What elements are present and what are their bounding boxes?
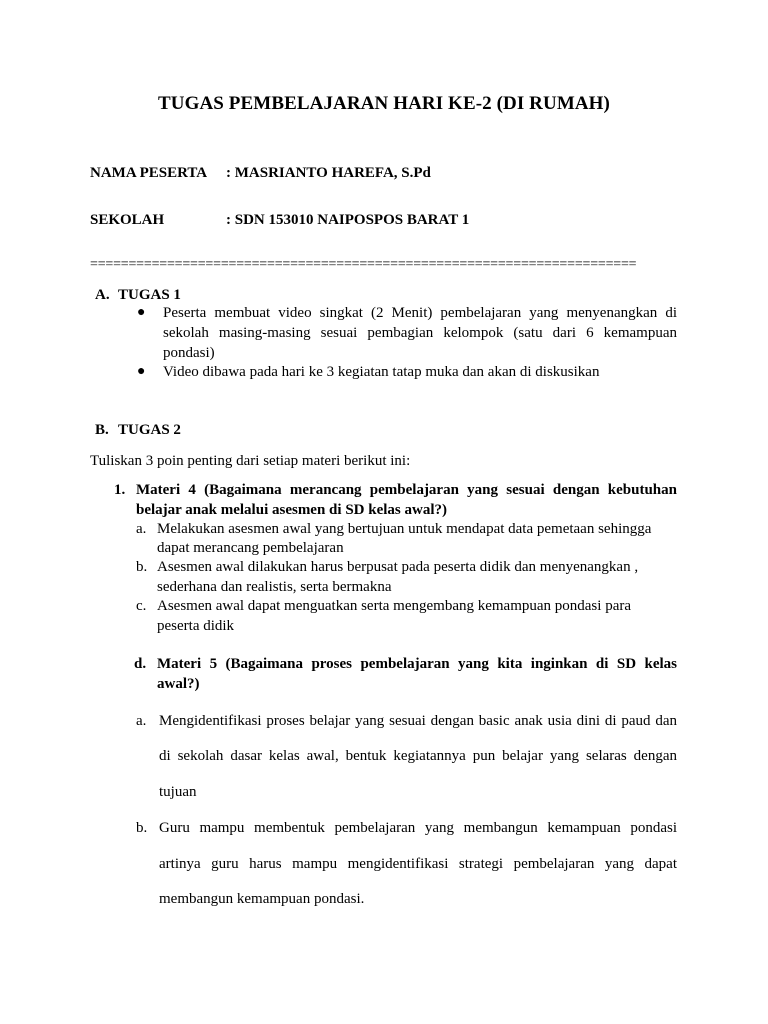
bullet-dot: ● <box>137 364 146 379</box>
tugas2-intro: Tuliskan 3 poin penting dari setiap materi berikut ini: <box>90 453 411 469</box>
sekolah-label: SEKOLAH <box>90 212 165 228</box>
materi4-item-b-line-2: sederhana dan realistis, serta bermakna <box>157 579 392 595</box>
tugas1-bullet-1-line-1: Peserta membuat video singkat (2 Menit) pembelajaran yang menyenangkan di <box>163 305 677 321</box>
materi5-marker: d. <box>134 656 147 672</box>
materi4-item-a-line-2: dapat merancang pembelajaran <box>157 540 344 556</box>
materi5-line-1: Materi 5 (Bagaimana proses pembelajaran yang kita inginkan di SD kelas <box>157 656 677 672</box>
materi5-item-b-line-3: membangun kemampuan pondasi. <box>159 891 365 907</box>
materi4-item-b-marker: b. <box>136 559 148 575</box>
tugas1-bullet-1-line-2: sekolah masing-masing sesuai pembagian kelompok (satu dari 6 kemampuan <box>163 325 677 341</box>
materi4-item-c-line-2: peserta didik <box>157 618 235 634</box>
separator-text: ======================================================================= <box>90 257 637 272</box>
materi4-item-b-line-1: Asesmen awal dilakukan harus berpusat pada peserta didik dan menyenangkan , <box>157 559 639 575</box>
materi5-item-a-line-2: di sekolah dasar kelas awal, bentuk kegiatannya pun belajar yang selaras dengan <box>159 748 677 764</box>
materi4-item-a-line-1: Melakukan asesmen awal yang bertujuan untuk mendapat data pemetaan sehingga <box>157 521 652 537</box>
nama-label: NAMA PESERTA <box>90 165 208 181</box>
document-title: TUGAS PEMBELAJARAN HARI KE-2 (DI RUMAH) <box>158 93 610 114</box>
tugas1-marker: A. <box>95 287 110 303</box>
materi5-item-a-line-3: tujuan <box>159 784 197 800</box>
materi4-line-1: Materi 4 (Bagaimana merancang pembelajaran yang sesuai dengan kebutuhan <box>136 482 677 498</box>
tugas1-bullet-1-line-3: pondasi) <box>163 345 215 361</box>
tugas2-marker: B. <box>95 422 109 438</box>
materi5-item-b-line-2: artinya guru harus mampu mengidentifikasi strategi pembelajaran yang dapat <box>159 856 677 872</box>
materi4-item-a-marker: a. <box>136 521 147 537</box>
materi4-item-c-line-1: Asesmen awal dapat menguatkan serta mengembang kemampuan pondasi para <box>157 598 632 614</box>
materi5-item-a-line-1: Mengidentifikasi proses belajar yang sesuai dengan basic anak usia dini di paud dan <box>159 713 677 729</box>
sekolah-value: : SDN 153010 NAIPOSPOS BARAT 1 <box>226 212 470 228</box>
materi5-line-2: awal?) <box>157 676 200 692</box>
materi4-marker: 1. <box>114 482 126 498</box>
tugas2-heading: TUGAS 2 <box>118 422 181 438</box>
materi4-line-2: belajar anak melalui asesmen di SD kelas awal?) <box>136 502 447 518</box>
nama-value: : MASRIANTO HAREFA, S.Pd <box>226 165 431 181</box>
tugas1-heading: TUGAS 1 <box>118 287 181 303</box>
materi5-item-b-line-1: Guru mampu membentuk pembelajaran yang membangun kemampuan pondasi <box>159 820 677 836</box>
materi5-item-b-marker: b. <box>136 820 148 836</box>
materi5-item-a-marker: a. <box>136 713 147 729</box>
bullet-dot: ● <box>137 305 146 320</box>
separator-line <box>90 257 636 273</box>
materi4-item-c-marker: c. <box>136 598 147 614</box>
tugas1-bullet-2-line-1: Video dibawa pada hari ke 3 kegiatan tatap muka dan akan di diskusikan <box>163 364 600 380</box>
